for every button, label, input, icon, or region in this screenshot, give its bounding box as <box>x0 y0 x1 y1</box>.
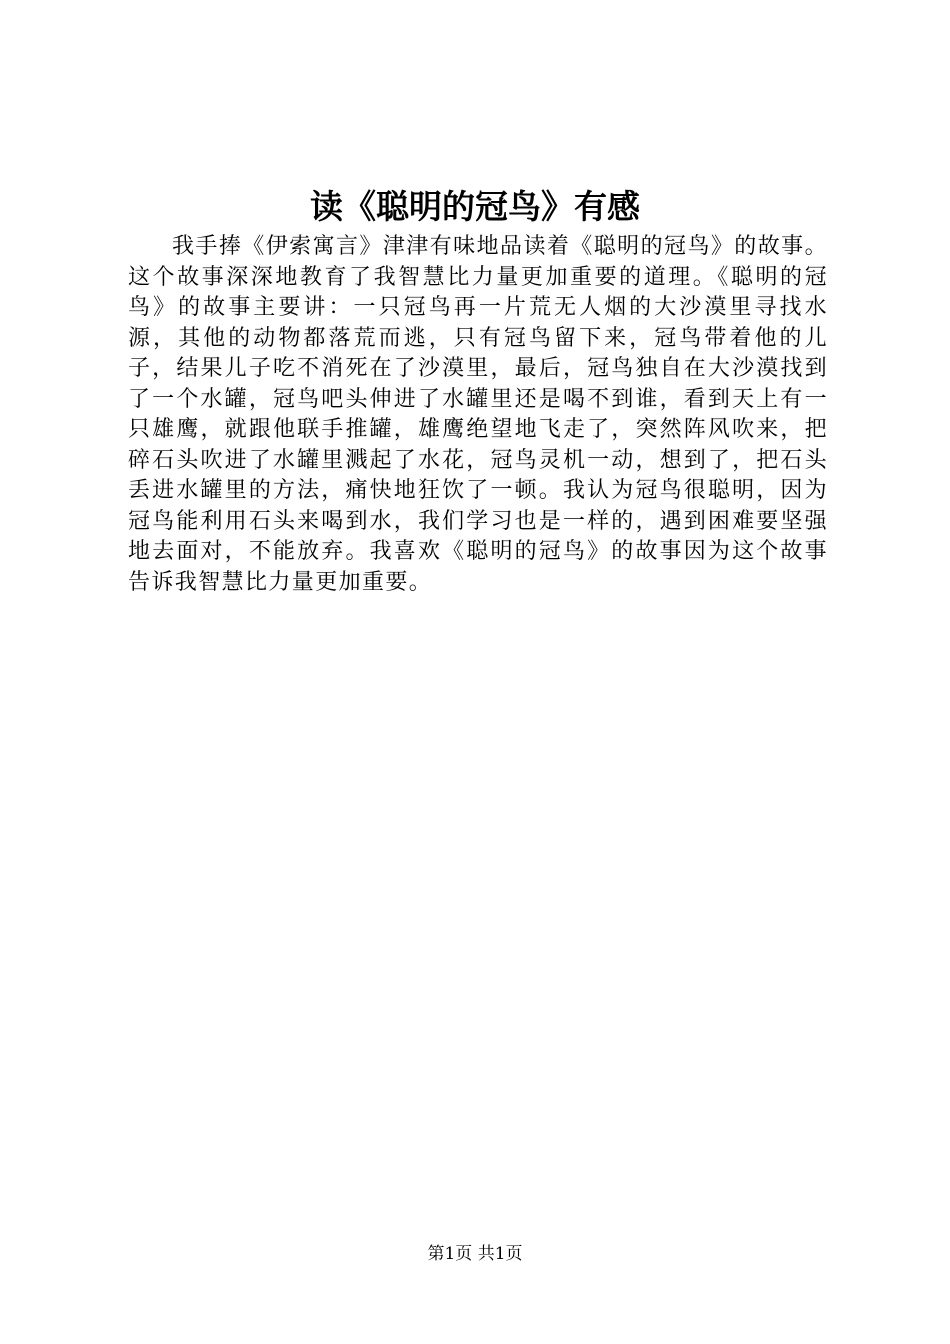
document-title: 读《聪明的冠鸟》有感 <box>310 187 640 226</box>
document-body: 我手捧《伊索寓言》津津有味地品读着《聪明的冠鸟》的故事。这个故事深深地教育了我智慧比力量更加重要的道理。《聪明的冠鸟》的故事主要讲：一只冠鸟再一片荒无人烟的大沙漠里寻找水源，其他的动物都落荒而逃，只有冠鸟留下来，冠鸟带着他的儿子，结果儿子吃不消死在了沙漠里，最后，冠鸟独自在大沙漠找到了一个水罐，冠鸟吧头伸进了水罐里还是喝不到谁，看到天上有一只雄鹰，就跟他联手推罐，雄鹰绝望地飞走了，突然阵风吹来，把碎石头吹进了水罐里溅起了水花，冠鸟灵机一动，想到了，把石头丢进水罐里的方法，痛快地狂饮了一顿。我认为冠鸟很聪明，因为冠鸟能利用石头来喝到水，我们学习也是一样的，遇到困难要坚强地去面对，不能放弃。我喜欢《聪明的冠鸟》的故事因为这个故事告诉我智慧比力量更加重要。 <box>128 234 828 595</box>
page-footer: 第1页 共1页 <box>427 1244 523 1264</box>
